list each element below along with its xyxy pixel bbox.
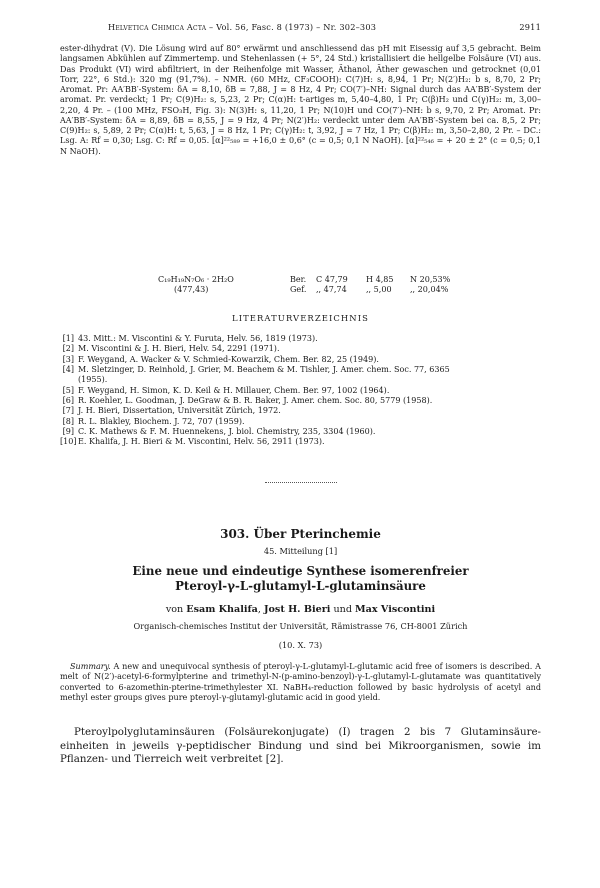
experimental-paragraph: ester-dihydrat (V). Die Lösung wird auf 80° erwärmt und anschliessend das pH mit Eisessig auf 3,5 gebracht. Beim langsamen Abkühlen auf Zimmertemp. und Stehenlassen (+ 5°, 24 Std.) kristallisiert die hellgelbe Folsäure (VI) aus. Das Produkt (VI) wird abfiltriert, in der Reihenfolge mit Wasser, Äthanol, Äther gewaschen und getrocknet (0,01 Torr, 22°, 6 Std.): 320 mg (91,7%). – NMR. (60 MHz, CF₃COOH): C(7)H: s, 8,94, 1 Pr; N(2′)H₂: b s, 8,70, 2 Pr; Aromat. Pr: AA′BB′-System: δA = 8,10, δB = 7,88, J = 8 Hz, 4 Pr; CO(7′)–NH: Signal durch das AA′BB′-System der aromat. Pr. verdeckt; 1 Pr; C(9)H₂: s, 5,23, 2 Pr; C(α)H: t-artiges m, 5,40–4,80, 1 Pr; C(β)H₂ und C(γ)H₂: m, 3,00–2,20, 4 Pr. – (100 MHz, FSO₃H, Fig. 3): N(3)H: s, 11,20, 1 Pr; N(10)H und CO(7′)–NH: b s, 9,70, 2 Pr; Aromat. Pr: AA′BB′-System: δA = 8,89, δB = 8,55, J = 9 Hz, 4 Pr; N(2′)H₂: verdeckt unter dem AA′BB′-System bei ca. 8,5, 2 Pr; C(9)H₂: s, 5,89, 2 Pr; C(α)H: t, 5,63, J = 8 Hz, 1 Pr; C(γ)H₂: t, 3,92, J = 7 Hz, 1 Pr; C(β)H₂: m, 3,50–2,80, 2 Pr. – DC.: Lsg. A: Rf = 0,30; Lsg. C: Rf = 0,05. [α]²²₅₈₉ = +16,0 ± 0,6° (c = 0,5; 0,1 N NaOH). [α]²²₅₄₆ = + 20 ± 2° (c = 0,5; 0,1 N NaOH). [60,44,541,156]
running-head [108,22,376,32]
introduction-paragraph: Pteroylpolyglutaminsäuren (Folsäurekonjugate) (I) tragen 2 bis 7 Glutaminsäure-einheiten in jeweils γ-peptidischer Bindung und sind bei Mikroorganismen, sowie im Pflanzen- und Tierreich weit verbreitet [2]. [60,726,541,765]
reference-number: [5] [62,385,74,395]
reference-item [60,386,541,396]
author-separator: , [257,604,261,615]
reference-number: [4] [62,365,74,375]
ber-c: C 47,79 [316,275,348,284]
author-line [60,604,541,615]
reference-text: C. K. Mathews & F. M. Huennekens, J. biol. Chemistry, 235, 3304 (1960). [78,427,376,437]
subtitle-line-1: Eine neue und eindeutige Synthese isomerenfreier [132,564,469,578]
reference-item [60,344,541,354]
reference-text: F. Weygand, H. Simon, K. D. Keil & H. Millauer, Chem. Ber. 97, 1002 (1964). [78,385,390,395]
reference-item [60,334,541,344]
received-date: (10. X. 73) [278,640,323,650]
reference-item [60,427,541,437]
article-subtitle [60,564,541,594]
reference-text: J. H. Bieri, Dissertation, Universität Zürich, 1972. [78,406,281,416]
summary-paragraph [60,662,541,703]
article-series-note: 45. Mitteilung [1] [263,546,338,556]
author-name: Esam Khalifa [186,604,258,615]
reference-item [60,365,541,375]
reference-text: R. Koehler, L. Goodman, J. DeGraw & B. R. Baker, J. Amer. chem. Soc. 80, 5779 (1958). [78,396,433,406]
author-separator: und [333,604,352,615]
reference-text: 43. Mitt.: M. Viscontini & Y. Furuta, Helv. 56, 1819 (1973). [78,334,318,343]
running-header [60,22,541,34]
reference-text: M. Sletzinger, D. Reinhold, J. Grier, M. Beachem & M. Tishler, J. Amer. chem. Soc. 77, 6365 [78,365,450,375]
article-title: 303. Über Pterinchemie [220,527,381,541]
section-divider [265,482,337,483]
reference-text: R. L. Blakley, Biochem. J. 72, 707 (1959). [78,416,245,426]
reference-item [60,437,541,447]
analysis-row-calc [158,275,498,285]
gef-c: ,, 47,74 [316,285,347,295]
journal-name: Helvetica Chimica Acta [108,22,207,32]
reference-item [60,355,541,365]
molecular-formula: C₁₉H₁₉N₇O₆ · 2H₂O [158,275,234,284]
ber-h: H 4,85 [366,275,394,284]
reference-list [60,334,541,448]
reference-item [60,406,541,416]
gef-h: ,, 5,00 [366,285,392,295]
summary-text: A new and unequivocal synthesis of pteroyl-γ-L-glutamyl-L-glutamic acid free of isomers is described. A melt of N(2′)-acetyl-6-formylpterine and trimethyl-N-(p-amino-benzoyl)-γ-L-glutamyl-L-glutamate was quantitatively converted to 6-azomethin-pterine-trimethylester XI. NaBH₄-reduction followed by basic hydrolysis of acetyl and methyl ester groups gives pure pteroyl-γ-glutamyl-glutamic acid in good yield. [60,662,541,702]
institute-affiliation: Organisch-chemisches Institut der Universität, Rämistrasse 76, CH-8001 Zürich [133,621,468,631]
molar-mass: (477,43) [174,285,209,295]
reference-text: F. Weygand, A. Wacker & V. Schmied-Kowarzik, Chem. Ber. 82, 25 (1949). [78,354,379,364]
references-heading: LITERATURVERZEICHNIS [232,313,369,323]
gef-label: Gef. [290,285,307,295]
summary-label: Summary. [70,662,111,671]
reference-number: [10] [60,437,77,447]
reference-item [60,396,541,406]
author-name: Jost H. Bieri [263,604,331,615]
author-name: Max Viscontini [355,604,436,615]
reference-item [60,417,541,427]
ber-label: Ber. [290,275,307,284]
reference-number: [1] [62,334,74,343]
authors-prefix: von [165,604,184,615]
elemental-analysis [158,275,498,296]
summary-block [60,662,541,703]
reference-number: [6] [62,396,74,406]
introduction-block [60,726,541,767]
reference-continuation: (1955). [78,375,108,385]
subtitle-line-2: Pteroyl-γ-L-glutamyl-L-glutaminsäure [175,579,426,593]
reference-number: [9] [62,427,74,437]
ber-n: N 20,53% [410,275,451,284]
experimental-text [60,44,541,157]
reference-number: [3] [62,354,74,364]
gef-n: ,, 20,04% [410,285,449,295]
analysis-row-found [158,285,498,295]
page-number: 2911 [519,22,541,32]
reference-text: M. Viscontini & J. H. Bieri, Helv. 54, 2291 (1971). [78,344,280,354]
reference-number: [2] [62,344,74,354]
reference-number: [7] [62,406,74,416]
reference-number: [8] [62,416,74,426]
issue-info: – Vol. 56, Fasc. 8 (1973) – Nr. 302–303 [209,22,377,32]
reference-text: E. Khalifa, J. H. Bieri & M. Viscontini, Helv. 56, 2911 (1973). [78,437,325,447]
